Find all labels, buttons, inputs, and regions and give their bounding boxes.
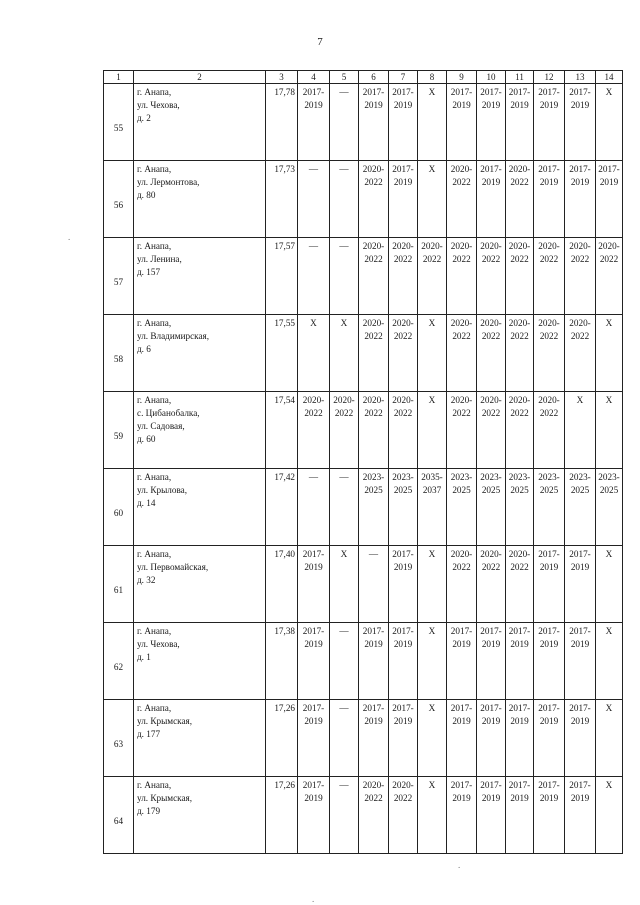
schedule-cell: 2020- 2022	[447, 546, 477, 623]
address-line: г. Анапа,	[137, 241, 172, 251]
address-line: д. 14	[137, 498, 156, 508]
schedule-cell: 2017- 2019	[477, 623, 506, 700]
schedule-cell: 2017- 2019	[389, 623, 418, 700]
schedule-cell: —	[330, 700, 359, 777]
address-line: д. 1	[137, 652, 151, 662]
schedule-cell: 2017- 2019	[298, 777, 330, 854]
row-number-cell	[104, 623, 134, 700]
schedule-cell: 2017- 2019	[477, 161, 506, 238]
schedule-cell: 2017- 2019	[477, 84, 506, 161]
schedule-cell: X	[596, 623, 623, 700]
schedule-cell: —	[330, 238, 359, 315]
column-header: 13	[565, 71, 596, 84]
schedule-cell: 2017- 2019	[389, 700, 418, 777]
schedule-cell: 2020- 2022	[506, 546, 534, 623]
address-cell	[134, 777, 266, 854]
schedule-cell: X	[418, 315, 447, 392]
row-number: 64	[113, 815, 124, 826]
address-cell	[134, 161, 266, 238]
column-header: 7	[389, 71, 418, 84]
column-header: 6	[359, 71, 389, 84]
schedule-cell: 2023- 2025	[477, 469, 506, 546]
score-cell: 17,54	[266, 392, 298, 469]
schedule-cell: —	[330, 777, 359, 854]
address-line: г. Анапа,	[137, 703, 172, 713]
column-header: 8	[418, 71, 447, 84]
row-number: 56	[113, 199, 124, 210]
schedule-cell: 2017- 2019	[534, 700, 565, 777]
schedule-cell: 2017- 2019	[534, 777, 565, 854]
row-number: 55	[113, 122, 124, 133]
row-number-cell	[104, 700, 134, 777]
row-number-cell	[104, 546, 134, 623]
schedule-cell: 2017- 2019	[477, 777, 506, 854]
row-number-cell	[104, 777, 134, 854]
table-row	[104, 777, 623, 854]
schedule-cell: 2020- 2022	[359, 392, 389, 469]
address-line: д. 80	[137, 190, 156, 200]
schedule-cell: 2017- 2019	[596, 161, 623, 238]
schedule-cell: 2017- 2019	[506, 777, 534, 854]
schedule-cell: —	[298, 238, 330, 315]
schedule-cell: 2020- 2022	[534, 238, 565, 315]
schedule-cell: 2020- 2022	[389, 238, 418, 315]
schedule-cell: X	[298, 315, 330, 392]
address-cell	[134, 315, 266, 392]
schedule-cell: X	[565, 392, 596, 469]
schedule-cell: 2017- 2019	[298, 700, 330, 777]
schedule-cell: X	[596, 315, 623, 392]
address-line: ул. Крымская,	[137, 716, 193, 726]
schedule-cell: 2020- 2022	[477, 315, 506, 392]
table-row	[104, 392, 623, 469]
schedule-cell: 2017- 2019	[447, 777, 477, 854]
address-line: д. 177	[137, 729, 161, 739]
schedule-cell: 2020- 2022	[477, 238, 506, 315]
schedule-cell: 2020- 2022	[359, 315, 389, 392]
address-cell	[134, 623, 266, 700]
schedule-cell: X	[418, 623, 447, 700]
score-cell: 17,40	[266, 546, 298, 623]
schedule-cell: X	[418, 161, 447, 238]
address-line: ул. Первомайская,	[137, 562, 209, 572]
table-row	[104, 161, 623, 238]
schedule-cell: 2017- 2019	[534, 546, 565, 623]
row-number-cell	[104, 392, 134, 469]
schedule-cell: X	[596, 777, 623, 854]
address-line: ул. Чехова,	[137, 100, 180, 110]
row-number: 60	[113, 507, 124, 518]
address-line: г. Анапа,	[137, 626, 172, 636]
address-line: ул. Лермонтова,	[137, 177, 200, 187]
schedule-cell: 2020- 2022	[298, 392, 330, 469]
schedule-cell: 2023- 2025	[565, 469, 596, 546]
schedule-cell: X	[596, 84, 623, 161]
schedule-cell: 2020- 2022	[506, 315, 534, 392]
schedule-cell: 2020- 2022	[389, 777, 418, 854]
repair-schedule-table	[103, 70, 623, 854]
table-row	[104, 315, 623, 392]
schedule-cell: 2017- 2019	[359, 700, 389, 777]
schedule-cell: X	[418, 84, 447, 161]
schedule-cell: 2020- 2022	[565, 315, 596, 392]
score-cell: 17,57	[266, 238, 298, 315]
schedule-cell: X	[330, 315, 359, 392]
address-line: г. Анапа,	[137, 395, 172, 405]
schedule-cell: —	[330, 623, 359, 700]
schedule-cell: —	[330, 84, 359, 161]
row-number: 58	[113, 353, 124, 364]
column-header: 3	[266, 71, 298, 84]
column-header: 5	[330, 71, 359, 84]
address-cell	[134, 700, 266, 777]
row-number: 61	[113, 584, 124, 595]
schedule-cell: 2017- 2019	[359, 623, 389, 700]
table-row	[104, 700, 623, 777]
score-cell: 17,38	[266, 623, 298, 700]
score-cell: 17,26	[266, 700, 298, 777]
table-row	[104, 84, 623, 161]
score-cell: 17,55	[266, 315, 298, 392]
schedule-cell: 2017- 2019	[389, 84, 418, 161]
address-cell	[134, 469, 266, 546]
row-number: 57	[113, 276, 124, 287]
schedule-cell: 2023- 2025	[359, 469, 389, 546]
address-line: ул. Крылова,	[137, 485, 188, 495]
schedule-cell: 2023- 2025	[534, 469, 565, 546]
schedule-cell: 2017- 2019	[298, 546, 330, 623]
column-header: 12	[534, 71, 565, 84]
schedule-cell: 2020- 2022	[506, 161, 534, 238]
column-header: 1	[104, 71, 134, 84]
schedule-cell: 2020- 2022	[447, 315, 477, 392]
address-cell	[134, 84, 266, 161]
schedule-cell: X	[418, 777, 447, 854]
schedule-cell: 2020- 2022	[359, 161, 389, 238]
schedule-cell: 2020- 2022	[447, 161, 477, 238]
row-number: 63	[113, 738, 124, 749]
address-line: д. 6	[137, 344, 151, 354]
schedule-cell: 2017- 2019	[565, 700, 596, 777]
column-header: 14	[596, 71, 623, 84]
table-row	[104, 238, 623, 315]
schedule-cell: 2020- 2022	[359, 777, 389, 854]
schedule-cell: 2017- 2019	[565, 161, 596, 238]
schedule-cell: 2017- 2019	[534, 84, 565, 161]
row-number-cell	[104, 238, 134, 315]
schedule-cell: 2023- 2025	[447, 469, 477, 546]
schedule-cell: 2017- 2019	[506, 84, 534, 161]
address-line: ул. Крымская,	[137, 793, 193, 803]
address-line: ул. Владимирская,	[137, 331, 210, 341]
address-cell	[134, 546, 266, 623]
schedule-cell: 2020- 2022	[418, 238, 447, 315]
score-cell: 17,78	[266, 84, 298, 161]
schedule-cell: 2020- 2022	[389, 392, 418, 469]
schedule-cell: X	[418, 700, 447, 777]
schedule-cell: 2020- 2022	[477, 392, 506, 469]
address-line: ул. Ленина,	[137, 254, 182, 264]
row-number: 62	[113, 661, 124, 672]
address-cell	[134, 392, 266, 469]
schedule-cell: X	[418, 546, 447, 623]
table-row	[104, 623, 623, 700]
schedule-cell: 2017- 2019	[565, 546, 596, 623]
schedule-cell: 2020- 2022	[506, 238, 534, 315]
scan-speck: .	[312, 894, 315, 904]
address-line: г. Анапа,	[137, 549, 172, 559]
schedule-cell: 2017- 2019	[447, 700, 477, 777]
schedule-cell: X	[330, 546, 359, 623]
schedule-cell: 2023- 2025	[506, 469, 534, 546]
score-cell: 17,73	[266, 161, 298, 238]
schedule-cell: 2017- 2019	[298, 623, 330, 700]
address-line: г. Анапа,	[137, 318, 172, 328]
schedule-cell: 2020- 2022	[534, 392, 565, 469]
schedule-cell: 2020- 2022	[534, 315, 565, 392]
row-number-cell	[104, 469, 134, 546]
schedule-cell: 2017- 2019	[534, 623, 565, 700]
column-header: 11	[506, 71, 534, 84]
address-line: г. Анапа,	[137, 472, 172, 482]
schedule-cell: 2017- 2019	[534, 161, 565, 238]
address-line: ул. Садовая,	[137, 421, 185, 431]
schedule-cell: 2017- 2019	[506, 623, 534, 700]
schedule-cell: 2020- 2022	[359, 238, 389, 315]
schedule-cell: 2020- 2022	[565, 238, 596, 315]
address-line: д. 179	[137, 806, 161, 816]
schedule-cell: 2020- 2022	[447, 238, 477, 315]
schedule-cell: 2017- 2019	[477, 700, 506, 777]
scan-speck: .	[68, 232, 71, 242]
row-number: 59	[113, 430, 124, 441]
schedule-cell: 2017- 2019	[506, 700, 534, 777]
address-cell	[134, 238, 266, 315]
address-line: д. 2	[137, 113, 151, 123]
address-line: г. Анапа,	[137, 87, 172, 97]
schedule-cell: 2020- 2022	[596, 238, 623, 315]
schedule-cell: 2017- 2019	[447, 84, 477, 161]
scan-speck: .	[458, 860, 461, 870]
column-header: 2	[134, 71, 266, 84]
score-cell: 17,42	[266, 469, 298, 546]
column-header: 10	[477, 71, 506, 84]
row-number-cell	[104, 315, 134, 392]
schedule-cell: 2020- 2022	[447, 392, 477, 469]
row-number-cell	[104, 161, 134, 238]
schedule-cell: —	[330, 161, 359, 238]
page-number: 7	[317, 36, 323, 48]
schedule-cell: 2017- 2019	[389, 161, 418, 238]
schedule-cell: 2020- 2022	[389, 315, 418, 392]
schedule-cell: 2023- 2025	[389, 469, 418, 546]
schedule-cell: 2020- 2022	[330, 392, 359, 469]
column-header: 9	[447, 71, 477, 84]
score-cell: 17,26	[266, 777, 298, 854]
address-line: д. 32	[137, 575, 156, 585]
table-row	[104, 546, 623, 623]
schedule-cell: 2017- 2019	[447, 623, 477, 700]
table-row	[104, 469, 623, 546]
address-line: с. Цибанобалка,	[137, 408, 200, 418]
schedule-cell: 2017- 2019	[565, 777, 596, 854]
schedule-cell: 2017- 2019	[565, 84, 596, 161]
schedule-cell: 2017- 2019	[359, 84, 389, 161]
schedule-cell: 2035- 2037	[418, 469, 447, 546]
schedule-cell: 2020- 2022	[506, 392, 534, 469]
schedule-cell: —	[298, 469, 330, 546]
column-header: 4	[298, 71, 330, 84]
address-line: ул. Чехова,	[137, 639, 180, 649]
schedule-cell: —	[298, 161, 330, 238]
address-line: д. 157	[137, 267, 161, 277]
schedule-cell: —	[330, 469, 359, 546]
address-line: д. 60	[137, 434, 156, 444]
schedule-cell: X	[418, 392, 447, 469]
row-number-cell	[104, 84, 134, 161]
schedule-cell: —	[359, 546, 389, 623]
column-number-row	[104, 71, 623, 84]
schedule-cell: 2017- 2019	[565, 623, 596, 700]
schedule-cell: 2017- 2019	[389, 546, 418, 623]
schedule-cell: 2023- 2025	[596, 469, 623, 546]
address-line: г. Анапа,	[137, 164, 172, 174]
schedule-cell: 2020- 2022	[477, 546, 506, 623]
address-line: г. Анапа,	[137, 780, 172, 790]
schedule-cell: X	[596, 392, 623, 469]
schedule-cell: X	[596, 700, 623, 777]
schedule-cell: 2017- 2019	[298, 84, 330, 161]
schedule-cell: X	[596, 546, 623, 623]
